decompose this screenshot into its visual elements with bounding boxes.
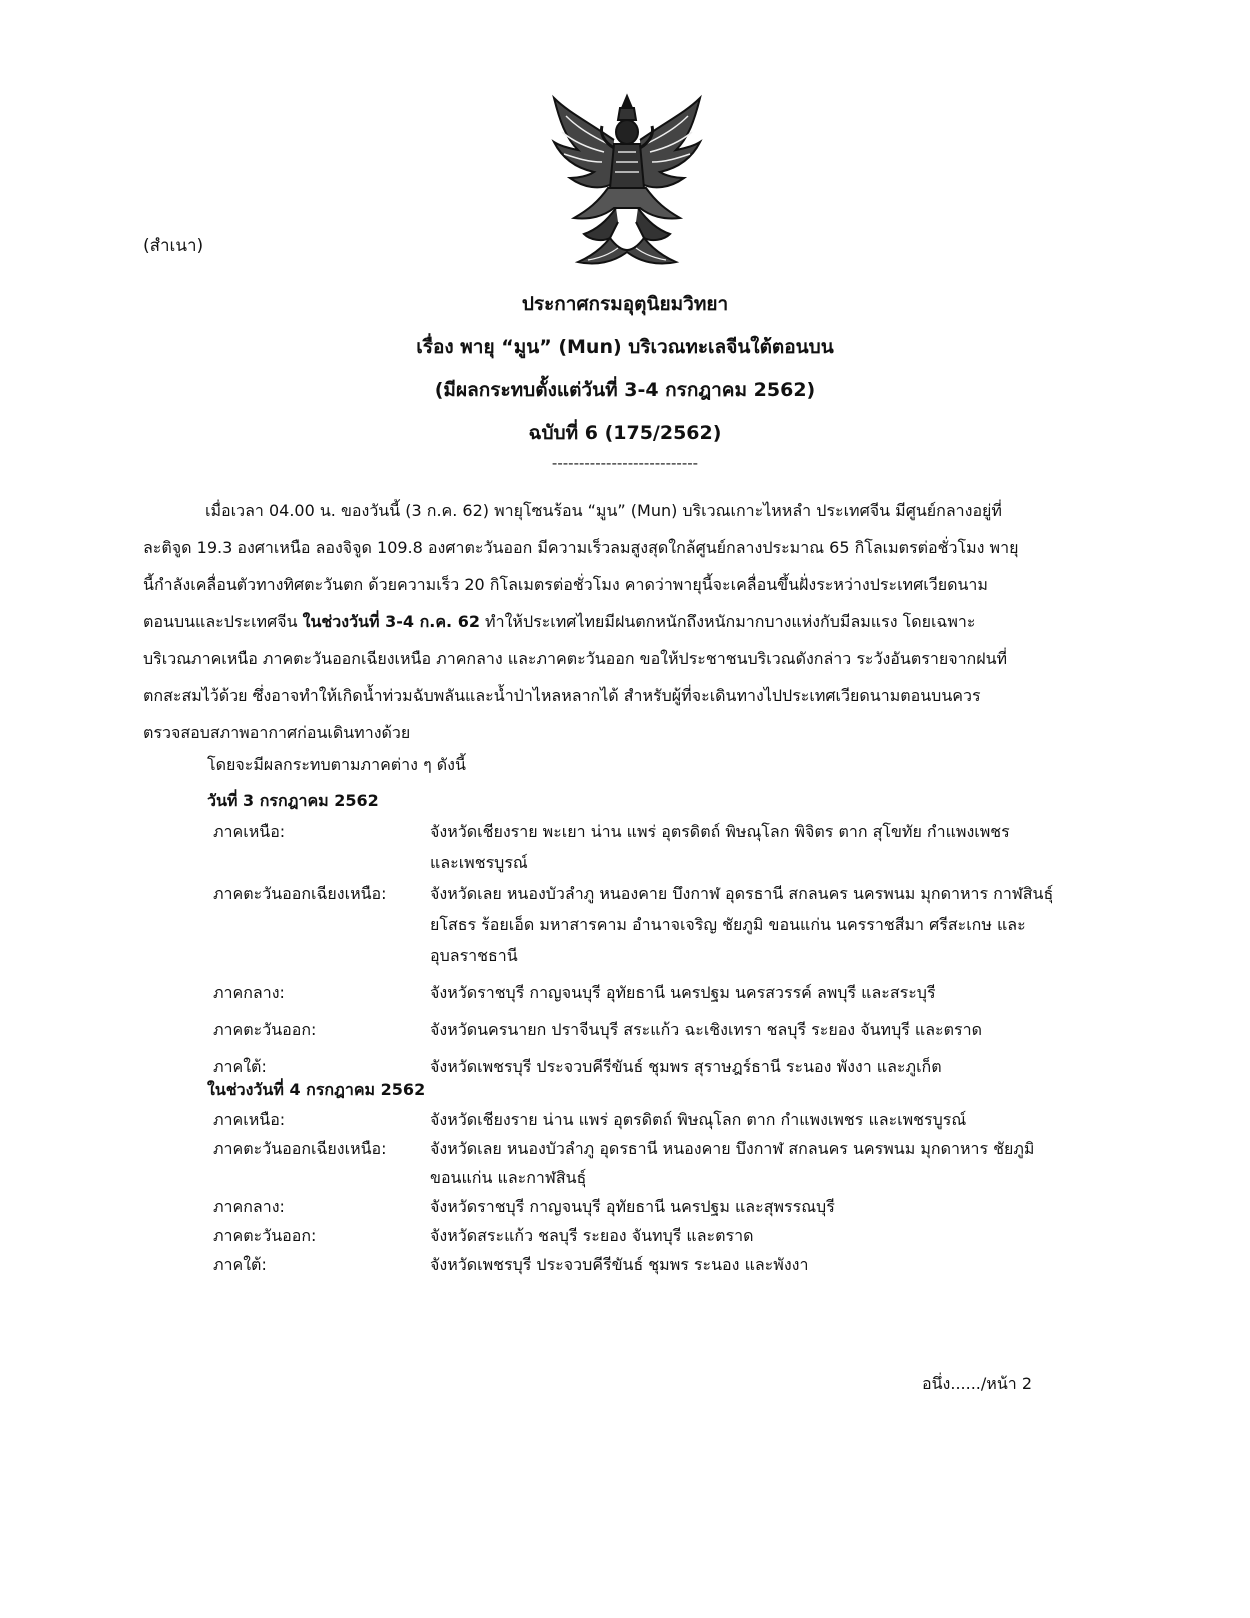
province-list xyxy=(430,1105,1090,1134)
region-row-south xyxy=(207,1250,1107,1279)
region-row-east xyxy=(207,1221,1107,1250)
garuda-emblem-icon xyxy=(548,92,706,270)
region-label: ภาคเหนือ: xyxy=(213,1110,286,1129)
page-continuation-note: อนึ่ง....../หน้า 2 xyxy=(922,1374,1032,1393)
effective-dates-line: (มีผลกระทบตั้งแต่วันที่ 3-4 กรกฎาคม 2562) xyxy=(434,379,816,401)
region-row-north xyxy=(207,1105,1107,1134)
body-line: บริเวณภาคเหนือ ภาคตะวันออกเฉียงเหนือ ภาคกลาง และภาคตะวันออก ขอให้ประชาชนบริเวณดังกล่าว ระวังอันตรายจากฝนที่ xyxy=(143,649,1008,668)
province-list xyxy=(430,878,1090,971)
body-line xyxy=(143,603,1103,640)
province-list xyxy=(430,1192,1090,1221)
body-line: ตกสะสมไว้ด้วย ซึ่งอาจทำให้เกิดน้ำท่วมฉับพลันและน้ำป่าไหลหลากได้ สำหรับผู้ที่จะเดินทางไปประเทศเวียดนามตอนบนควร xyxy=(143,686,981,705)
region-label: ภาคกลาง: xyxy=(213,983,285,1002)
province-line: จังหวัดเพชรบุรี ประจวบคีรีขันธ์ ชุมพร สุราษฎร์ธานี ระนอง พังงา และภูเก็ต xyxy=(430,1057,942,1076)
region-label: ภาคใต้: xyxy=(213,1255,267,1274)
province-line: ยโสธร ร้อยเอ็ด มหาสารคาม อำนาจเจริญ ชัยภูมิ ขอนแก่น นครราชสีมา ศรีสะเกษ และ xyxy=(430,915,1026,934)
announcement-title-block xyxy=(0,283,1250,455)
announcement-body xyxy=(143,492,1103,751)
province-list xyxy=(430,816,1090,878)
province-line: ขอนแก่น และกาฬสินธุ์ xyxy=(430,1168,587,1187)
province-list xyxy=(430,1134,1090,1192)
province-line: จังหวัดเลย หนองบัวลำภู อุดรธานี หนองคาย บึงกาฬ สกลนคร นครพนม มุกดาหาร ชัยภูมิ xyxy=(430,1139,1035,1158)
province-list xyxy=(430,977,1090,1008)
province-line: จังหวัดราชบุรี กาญจนบุรี อุทัยธานี นครปฐม นครสวรรค์ ลพบุรี และสระบุรี xyxy=(430,983,936,1002)
region-label: ภาคเหนือ: xyxy=(213,822,286,841)
province-line: จังหวัดเพชรบุรี ประจวบคีรีขันธ์ ชุมพร ระนอง และพังงา xyxy=(430,1255,809,1274)
department-announcement-title: ประกาศกรมอุตุนิยมวิทยา xyxy=(521,293,729,315)
province-line: จังหวัดเชียงราย พะเยา น่าน แพร่ อุตรดิตถ์ พิษณุโลก พิจิตร ตาก สุโขทัย กำแพงเพชร xyxy=(430,822,1010,841)
body-line: นี้กำลังเคลื่อนตัวทางทิศตะวันตก ด้วยความเร็ว 20 กิโลเมตรต่อชั่วโมง คาดว่าพายุนี้จะเคลื่อนขึ้นฝั่งระหว่างประเทศเวียดนาม xyxy=(143,575,988,594)
province-list xyxy=(430,1250,1090,1279)
region-row-north xyxy=(207,816,1107,878)
effects-intro: โดยจะมีผลกระทบตามภาคต่าง ๆ ดังนี้ xyxy=(207,755,466,774)
province-list xyxy=(430,1221,1090,1250)
region-row-central xyxy=(207,1192,1107,1221)
region-row-northeast xyxy=(207,1134,1107,1192)
day3-title: วันที่ 3 กรกฎาคม 2562 xyxy=(207,791,379,810)
province-line: และเพชรบูรณ์ xyxy=(430,853,528,872)
region-label: ภาคตะวันออกเฉียงเหนือ: xyxy=(213,1139,387,1158)
region-label: ภาคตะวันออกเฉียงเหนือ: xyxy=(213,884,387,903)
region-label: ภาคกลาง: xyxy=(213,1197,285,1216)
province-line: จังหวัดราชบุรี กาญจนบุรี อุทัยธานี นครปฐม และสุพรรณบุรี xyxy=(430,1197,835,1216)
region-label: ภาคตะวันออก: xyxy=(213,1226,317,1245)
copy-label: (สำเนา) xyxy=(143,236,204,256)
region-row-east xyxy=(207,1014,1107,1045)
province-list xyxy=(430,1014,1090,1045)
title-divider: --------------------------- xyxy=(551,454,699,472)
body-text-span: ตอนบนและประเทศจีน xyxy=(143,612,303,631)
region-label: ภาคตะวันออก: xyxy=(213,1020,317,1039)
province-line: จังหวัดนครนายก ปราจีนบุรี สระแก้ว ฉะเชิงเทรา ชลบุรี ระยอง จันทบุรี และตราด xyxy=(430,1020,982,1039)
body-line: ตรวจสอบสภาพอากาศก่อนเดินทางด้วย xyxy=(143,723,411,742)
region-row-northeast xyxy=(207,878,1107,971)
issue-number-line: ฉบับที่ 6 (175/2562) xyxy=(528,422,722,444)
province-line: จังหวัดเลย หนองบัวลำภู หนองคาย บึงกาฬ อุดรธานี สกลนคร นครพนม มุกดาหาร กาฬสินธุ์ xyxy=(430,884,1054,903)
day3-section xyxy=(207,786,1107,1082)
day4-section xyxy=(207,1075,1107,1279)
region-row-central xyxy=(207,977,1107,1008)
province-line: อุบลราชธานี xyxy=(430,946,518,965)
region-label: ภาคใต้: xyxy=(213,1057,267,1076)
day4-title: ในช่วงวันที่ 4 กรกฎาคม 2562 xyxy=(207,1080,426,1099)
province-line: จังหวัดเชียงราย น่าน แพร่ อุตรดิตถ์ พิษณุโลก ตาก กำแพงเพชร และเพชรบูรณ์ xyxy=(430,1110,967,1129)
subject-line: เรื่อง พายุ “มูน” (Mun) บริเวณทะเลจีนใต้ตอนบน xyxy=(416,336,834,358)
body-line: ละติจูด 19.3 องศาเหนือ ลองจิจูด 109.8 องศาตะวันออก มีความเร็วลมสูงสุดใกล้ศูนย์กลางประมาณ 65 กิโลเมตรต่อชั่วโมง พายุ xyxy=(143,538,1019,557)
province-line: จังหวัดสระแก้ว ชลบุรี ระยอง จันทบุรี และตราด xyxy=(430,1226,754,1245)
body-line: เมื่อเวลา 04.00 น. ของวันนี้ (3 ก.ค. 62) พายุโซนร้อน “มูน” (Mun) บริเวณเกาะไหหลำ ประเทศจีน มีศูนย์กลางอยู่ที่ xyxy=(205,501,1002,520)
body-text-span: ทำให้ประเทศไทยมีฝนตกหนักถึงหนักมากบางแห่งกับมีลมแรง โดยเฉพาะ xyxy=(479,612,976,631)
highlight-date-range: ในช่วงวันที่ 3-4 ก.ค. 62 xyxy=(302,612,480,631)
